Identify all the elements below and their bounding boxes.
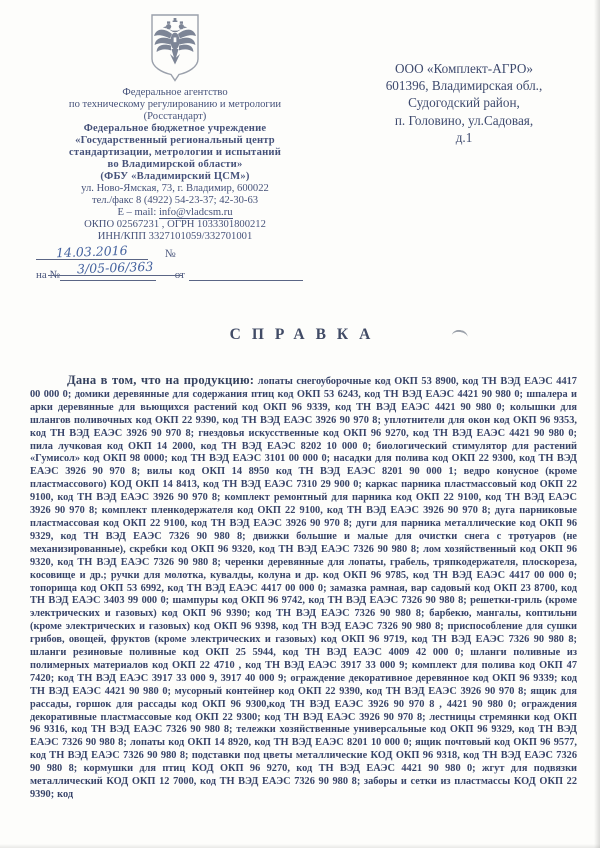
scan-edge-right — [594, 0, 600, 848]
reference-number-block — [36, 244, 316, 281]
handwritten-date: 14.03.2016 — [55, 242, 129, 261]
letterhead-line: ИНН/КПП 3327101059/332701001 — [97, 231, 253, 242]
letterhead-line: Федеральное бюджетное учреждение — [83, 123, 267, 134]
letterhead-line: (ФБУ «Владимирский ЦСМ») — [100, 171, 250, 182]
addressee-line: ООО «Комплект-АГРО» — [395, 61, 533, 76]
date-underline — [36, 244, 148, 260]
handwritten-number: 3/05-06/363 — [76, 258, 154, 277]
letterhead-line: Федеральное агентство — [122, 87, 228, 98]
document-title: СПРАВКА — [229, 326, 382, 343]
letterhead-line: ул. Ново-Ямская, 73, г. Владимир, 600022 — [81, 183, 269, 194]
from-label: от — [174, 269, 185, 281]
double-headed-eagle-icon — [154, 18, 196, 65]
number-sign-label: № — [164, 248, 176, 260]
coat-of-arms-emblem — [147, 12, 203, 84]
body-paragraph — [30, 374, 577, 822]
on-number-label: на № — [36, 269, 61, 281]
number-underline — [48, 260, 182, 276]
scan-edge-bottom — [0, 844, 600, 848]
letterhead-registration-lines — [18, 219, 332, 243]
email-address: info@vladcsm.ru — [158, 207, 233, 218]
letterhead-line: «Государственный региональный центр — [75, 135, 275, 146]
addressee-line: 601396, Владимирская обл., — [385, 78, 543, 94]
addressee-line: д.1 — [455, 129, 473, 145]
letterhead-contact-lines — [18, 183, 332, 207]
body-content: лопаты снегоуборочные код ОКП 53 8900, код ТН ВЭД ЕАЭС 4417 00 000 0; домики деревянные для содержания птиц код ОКП 53 6243, код ТН ВЭД ЕАЭС 4421 90 980 0; шпалера и арки деревянные для вьющихся растений код ОКП 96 9339, код ТН ВЭД ЕАЭС 4421 90 980 0; колышки для шлангов поливочных код ОКП 22 9390, код ТН ВЭД ЕАЭС 3926 90 970 8; уплотнители для окон код ОКП 96 9353, код ТН ВЭД ЕАЭС 3926 90 970 8; гнездовья искусственные код ОКП 96 9270, код ТН ВЭД ЕАЭС 4421 90 980 0; пила лучковая код ОКП 14 2000, код ТН ВЭД ЕАЭС 8202 10 000 0; биологический стимулятор для растений «Гумисол» код ОКП 98 0000; код ТН ВЭД ЕАЭС 3101 00 000 0; насадки для полива код ОКП 22 9300, код ТН ВЭД ЕАЭС 3926 90 970 8; вилы код ОКП 14 8950 код ТН ВЭД ЕАЭС 8201 90 000 1; ведро конусное (кроме пластмассового) КОД ОКП 14 8413, код ТН ВЭД ЕАЭС 7310 29 900 0; каркас парника пластмассовый код ОКП 22 9100, код ТН ВЭД ЕАЭС 3926 90 970 8; комплект ремонтный для парника код ОКП 22 9100, код ТН ВЭД ЕАЭС 3926 90 970 8; комплект пленкодержателя код ОКП 22 9100, код ТН ВЭД ЕАЭС 3926 90 970 8; дуга парниковые пластмассовая код ОКП 22 9100, код ТН ВЭД ЕАЭС 3926 90 970 8; дуги для парника металлические код ОКП 96 9329, код ТН ВЭД ЕАЭС 7326 90 980 8; движки большие и малые для очистки снега с тротуаров (не механизированные), скребки код ОКП 96 9320, код ТН ВЭД ЕАЭС 7326 90 980 8; лом хозяйственный код ОКП 96 9320, код ТН ВЭД ЕАЭС 7326 90 980 8; черенки деревянные для лопаты, грабель, тряпкодержателя, плоскореза, косовище и др.; ручки для молотка, кувалды, колуна и др. код ОКП 96 9785, код ТН ВЭД ЕАЭС 4417 00 000 0; топорища код ОКП 53 6992, код ТН ВЭД ЕАЭС 4417 00 000 0; замазка рамная, вар садовый код ОКП 23 8700, код ТН ВЭД ЕАЭС 3403 99 000 0; шампуры код ОКП 96 9742, код ТН ВЭД ЕАЭС 7326 90 980 8; решетки-гриль (кроме электрических и газовых) код ОКП 96 9390; код ТН ВЭД ЕАЭС 7326 90 980 8; барбекю, мангалы, коптильни (кроме электрических и газовых) код ОКП 96 9398, код ТН ВЭД ЕАЭС 7326 90 980 8; приспособление для сушки грибов, овощей, фруктов (кроме электрических и газовых) код ОКП 96 9719, код ТН ВЭД ЕАЭС 7326 90 980 8; шланги резиновые поливные код ОКП 25 5944, код ТН ВЭД ЕАЭС 4009 42 000 0; шланги поливные из полимерных материалов код ОКП 22 4710 , код ТН ВЭД ЕАЭС 3917 33 000 9; комплект для полива код ОКП 47 7420; код ТН ВЭД ЕАЭС 3917 33 000 9, 3917 40 000 9; ограждение декоративное деревянное код ОКП 96 9339; код ТН ВЭД ЕАЭС 4421 90 980 0; мусорный контейнер код ОКП 22 9390, код ТН ВЭД ЕАЭС 3926 90 970 8; ящик для рассады, горшок для рассады код ОКП 96 9300,код ТН ВЭД ЕАЭС 3926 90 970 8 , 4421 90 980 0; ограждения декоративные пластмассовые код ОКП 22 9300; код ТН ВЭД ЕАЭС 3926 90 970 8; лестницы стремянки код ОКП 96 9316, код ТН ВЭД ЕАЭС 7326 90 980 8; тележки хозяйственные универсальные код ОКП 96 9329, код ТН ВЭД ЕАЭС 7326 90 980 8; лопаты код ОКП 14 8920, код ТН ВЭД ЕАЭС 8201 10 000 0; ящик почтовый код ОКП 96 9577, код ТН ВЭД ЕАЭС 7326 90 980 8; подставки под цветы металлические КОД ОКП 96 9318, код ТН ВЭД ЕАЭС 7326 90 980 8; кормушки для птиц КОД ОКП 96 9270, код ТН ВЭД ЕАЭС 4421 90 980 0; жгут для подвязки металлический КОД ОКП 12 7000, код ТН ВЭД ЕАЭС 7326 90 980 8; заборы и сетки из пластмассы КОД ОКП 22 9390; код — [30, 376, 577, 800]
reply-date-blank — [189, 268, 303, 281]
letterhead-organization-lines — [18, 123, 332, 183]
letterhead-agency-lines — [18, 87, 332, 123]
body-intro: Дана в том, что на продукцию: — [67, 374, 255, 387]
letterhead-line: ОКПО 02567231 , ОГРН 1033301800212 — [84, 219, 266, 230]
letterhead-line: (Росстандарт) — [143, 111, 207, 122]
letterhead-email-line — [18, 207, 332, 219]
letterhead-line: по техническому регулированию и метрологии — [68, 99, 282, 110]
letterhead-line: стандартизации, метрологии и испытаний — [69, 147, 281, 158]
email-prefix: Е – mail: — [117, 207, 159, 218]
addressee-line: п. Головино, ул.Садовая, — [394, 112, 534, 128]
letterhead-block — [18, 87, 332, 243]
letterhead-line: во Владимирской области» — [107, 159, 243, 170]
addressee-line: Судогодский район, — [408, 95, 520, 111]
addressee-block — [338, 60, 590, 146]
letterhead-line: тел./факс 8 (4922) 54-23-37; 42-30-63 — [91, 195, 259, 206]
